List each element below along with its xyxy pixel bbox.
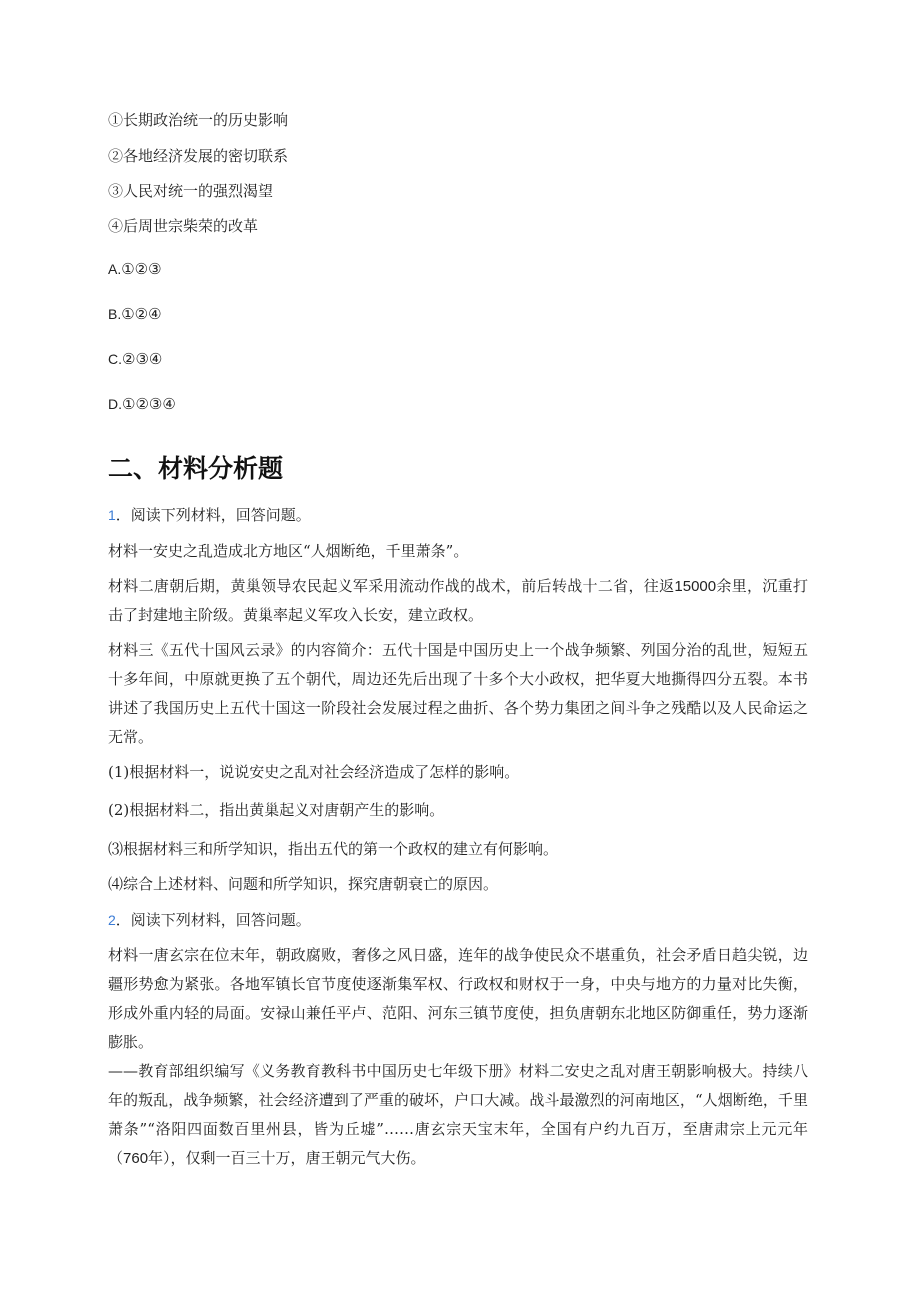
- question-2-stem: [108, 906, 808, 935]
- q1-material-1: 材料一安史之乱造成北方地区“人烟断绝，千里萧条”。: [108, 542, 469, 560]
- q1-sub-question-2: (2)根据材料二，指出黄巢起义对唐朝产生的影响。: [108, 801, 445, 819]
- option-c[interactable]: [108, 349, 162, 369]
- statement-4: ④后周世宗柴荣的改革: [108, 217, 259, 235]
- question-2-stem-text: ．阅读下列材料，回答问题。: [115, 911, 311, 929]
- option-b-letter: B.: [108, 306, 122, 322]
- q1-sub-question-3: ⑶根据材料三和所学知识，指出五代的第一个政权的建立有何影响。: [108, 840, 559, 858]
- q2-material-2: [108, 1057, 808, 1173]
- q2-material-2-part-b: 年），仅剩一百三十万，唐王朝元气大伤。: [148, 1149, 426, 1167]
- section-heading: 二、材料分析题: [108, 454, 284, 483]
- q1-material-2-part-a: 材料二唐朝后期，黄巢领导农民起义军采用流动作战的战术，前后转战十二省，往返: [108, 577, 675, 595]
- statement-3: ③人民对统一的强烈渴望: [108, 182, 274, 200]
- option-a-letter: A.: [108, 261, 122, 277]
- option-d[interactable]: [108, 394, 176, 414]
- q1-sub-question-1: (1)根据材料一，说说安史之乱对社会经济造成了怎样的影响。: [108, 763, 520, 781]
- q1-material-2-part-b: 余里，沉重打击了封建地主阶级。黄巢率起义军攻入长安，建立政权。: [108, 577, 808, 624]
- statement-1: ①长期政治统一的历史影响: [108, 111, 289, 129]
- question-2-number: 2: [108, 912, 116, 928]
- option-c-text: ②③④: [122, 350, 163, 368]
- q2-material-1: 材料一唐玄宗在位末年，朝政腐败，奢侈之风日盛，连年的战争使民众不堪重负，社会矛盾日趋尖锐，边疆形势愈为紧张。各地军镇长官节度使逐渐集军权、行政权和财权于一身，中央与地方的力量对比失衡，形成外重内轻的局面。安禄山兼任平卢、范阳、河东三镇节度使，担负唐朝东北地区防御重任，势力逐渐膨胀。: [108, 946, 808, 1051]
- option-a-text: ①②③: [121, 260, 162, 278]
- statement-2: ②各地经济发展的密切联系: [108, 147, 289, 165]
- option-b-text: ①②④: [121, 305, 162, 323]
- option-a[interactable]: [108, 259, 162, 279]
- question-1-stem-text: ．阅读下列材料，回答问题。: [115, 506, 311, 524]
- q1-sub-question-4: ⑷综合上述材料、问题和所学知识，探究唐朝衰亡的原因。: [108, 875, 499, 893]
- question-1-stem: [108, 501, 808, 530]
- q1-material-3: 材料三《五代十国风云录》的内容简介：五代十国是中国历史上一个战争频繁、列国分治的乱世，短短五十多年间，中原就更换了五个朝代，周边还先后出现了十多个大小政权，把华夏大地撕得四分五裂。本书讲述了我国历史上五代十国这一阶段社会发展过程之曲折、各个势力集团之间斗争之残酷以及人民命运之无常。: [108, 641, 808, 746]
- option-d-text: ①②③④: [122, 395, 176, 413]
- question-1-number: 1: [108, 507, 116, 523]
- q1-material-2: [108, 572, 808, 630]
- q2-material-2-part-a: ——教育部组织编写《义务教育教科书中国历史七年级下册》材料二安史之乱对唐王朝影响极大。持续八年的叛乱，战争频繁，社会经济遭到了严重的破坏，户口大减。战斗最激烈的河南地区，“人烟断绝，千里萧条”“洛阳四面数百里州县，皆为丘墟”……唐玄宗天宝末年，全国有户约九百万，至唐肃宗上元元年（: [108, 1062, 808, 1167]
- option-c-letter: C.: [108, 351, 122, 367]
- option-d-letter: D.: [108, 396, 122, 412]
- q1-material-2-number: 15000: [674, 578, 717, 595]
- option-b[interactable]: [108, 304, 162, 324]
- q2-material-2-number: 760: [123, 1150, 149, 1167]
